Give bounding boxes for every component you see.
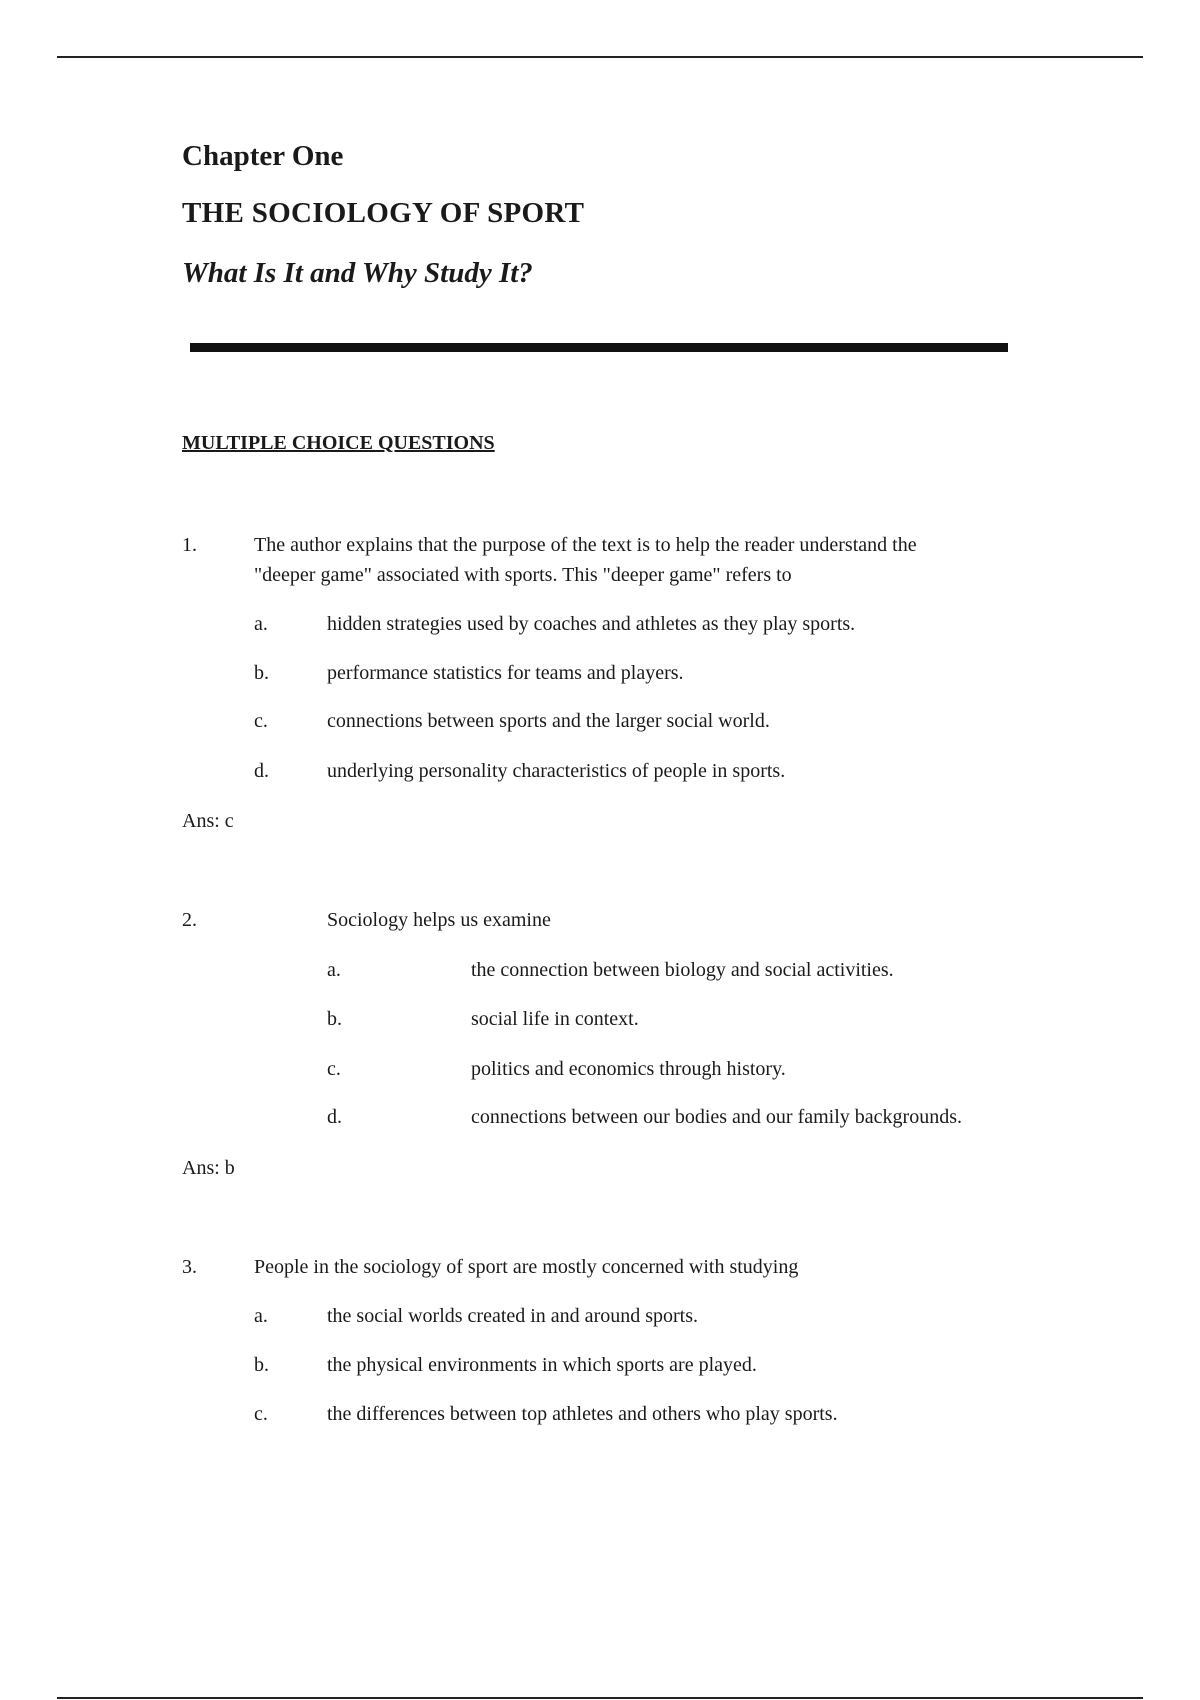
question-number: 3. — [182, 1256, 197, 1278]
question-number: 2. — [182, 909, 197, 931]
option-text: underlying personality characteristics of people in sports. — [327, 760, 786, 782]
option-letter: c. — [254, 710, 268, 732]
option-letter: a. — [254, 613, 268, 635]
option-letter: d. — [327, 1106, 342, 1128]
option-text: the connection between biology and social activities. — [471, 959, 894, 981]
option-letter: d. — [254, 760, 269, 782]
question-stem-line1: Sociology helps us examine — [327, 909, 551, 931]
option-text: connections between sports and the larger social world. — [327, 710, 770, 732]
option-text: hidden strategies used by coaches and athletes as they play sports. — [327, 613, 856, 635]
title-divider — [190, 343, 1008, 352]
option-letter: c. — [327, 1058, 341, 1080]
option-letter: a. — [327, 959, 341, 981]
bottom-rule — [57, 1697, 1143, 1699]
title-block — [182, 142, 584, 288]
question-stem-line2: "deeper game" associated with sports. This "deeper game" refers to — [254, 564, 792, 586]
chapter-title: THE SOCIOLOGY OF SPORT — [182, 197, 585, 229]
option-text: politics and economics through history. — [471, 1058, 786, 1080]
option-text: the physical environments in which sports are played. — [327, 1354, 757, 1376]
top-rule — [57, 56, 1143, 58]
option-text: the social worlds created in and around sports. — [327, 1305, 699, 1327]
question-stem-line1: People in the sociology of sport are mostly concerned with studying — [254, 1256, 799, 1278]
option-text: social life in context. — [471, 1008, 639, 1030]
section-heading: MULTIPLE CHOICE QUESTIONS — [182, 432, 495, 454]
chapter-subtitle: What Is It and Why Study It? — [182, 257, 533, 289]
option-letter: a. — [254, 1305, 268, 1327]
chapter-heading: Chapter One — [182, 140, 344, 172]
option-text: the differences between top athletes and others who play sports. — [327, 1403, 838, 1425]
option-letter: b. — [254, 662, 269, 684]
option-letter: b. — [254, 1354, 269, 1376]
option-text: connections between our bodies and our family backgrounds. — [471, 1106, 962, 1128]
answer-key: Ans: b — [182, 1157, 235, 1179]
option-text: performance statistics for teams and players. — [327, 662, 684, 684]
question-stem-line1: The author explains that the purpose of the text is to help the reader understand the — [254, 534, 917, 556]
option-letter: b. — [327, 1008, 342, 1030]
answer-key: Ans: c — [182, 810, 234, 832]
question-number: 1. — [182, 534, 197, 556]
option-letter: c. — [254, 1403, 268, 1425]
